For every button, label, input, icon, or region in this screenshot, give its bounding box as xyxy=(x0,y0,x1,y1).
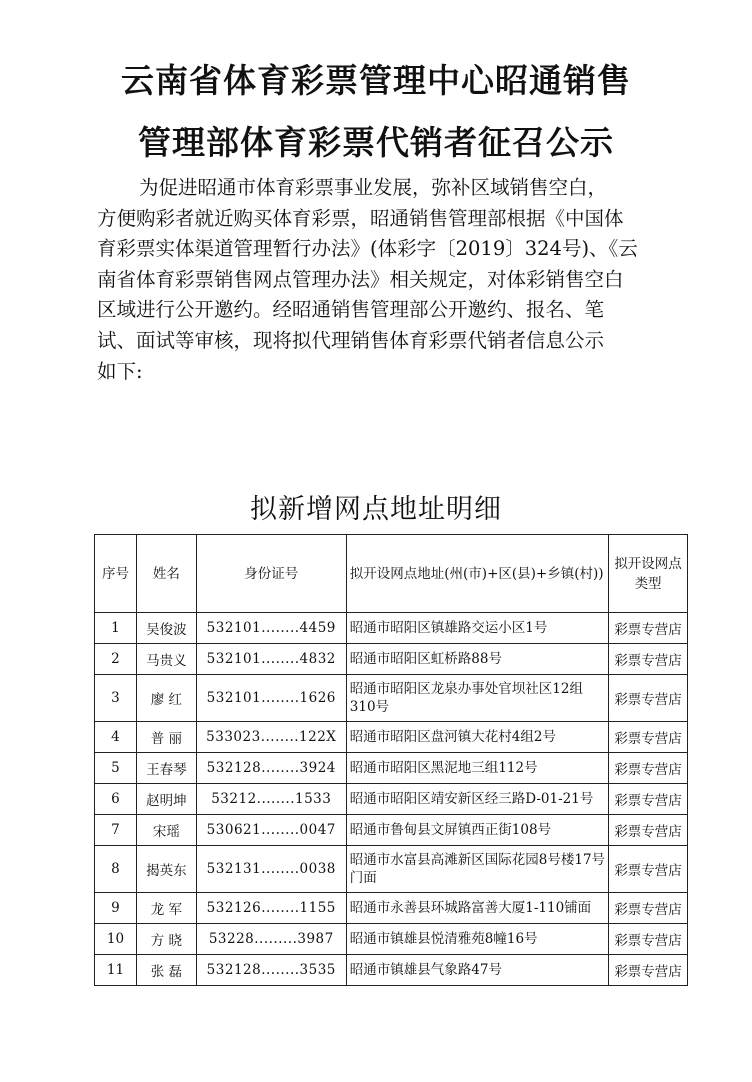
cell-address: 昭通市昭阳区盘河镇大花村4组2号 xyxy=(346,722,608,753)
cell-no: 1 xyxy=(95,613,137,644)
cell-address: 昭通市昭阳区靖安新区经三路D-01-21号 xyxy=(346,784,608,815)
cell-no: 7 xyxy=(95,815,137,846)
cell-type: 彩票专营店 xyxy=(609,815,688,846)
cell-no: 8 xyxy=(95,846,137,893)
outlet-table xyxy=(94,534,688,986)
cell-type: 彩票专营店 xyxy=(609,675,688,722)
cell-address: 昭通市水富县高滩新区国际花园8号楼17号门面 xyxy=(346,846,608,893)
cell-no: 9 xyxy=(95,893,137,924)
cell-no: 11 xyxy=(95,955,137,986)
cell-address: 昭通市鲁甸县文屏镇西正街108号 xyxy=(346,815,608,846)
header-no: 序号 xyxy=(95,535,137,613)
cell-name: 王春琴 xyxy=(136,753,196,784)
cell-no: 2 xyxy=(95,644,137,675)
cell-name: 赵明坤 xyxy=(136,784,196,815)
cell-id: 532101........4459 xyxy=(196,613,346,644)
table-row xyxy=(95,955,688,986)
cell-name: 马贵义 xyxy=(136,644,196,675)
cell-id: 532128........3535 xyxy=(196,955,346,986)
cell-name: 张 磊 xyxy=(136,955,196,986)
header-type: 拟开设网点类型 xyxy=(609,535,688,613)
table-row xyxy=(95,613,688,644)
table-row xyxy=(95,924,688,955)
cell-id: 532131........0038 xyxy=(196,846,346,893)
table-row xyxy=(95,893,688,924)
table-row xyxy=(95,722,688,753)
table-row xyxy=(95,784,688,815)
intro-line: 区域进行公开邀约。经昭通销售管理部公开邀约、报名、笔 xyxy=(97,298,605,322)
table-row xyxy=(95,644,688,675)
intro-line: 方便购彩者就近购买体育彩票，昭通销售管理部根据《中国体 xyxy=(97,206,624,230)
intro-line: 试、面试等审核，现将拟代理销售体育彩票代销者信息公示 xyxy=(97,328,605,352)
table-header-row xyxy=(95,535,688,613)
cell-no: 3 xyxy=(95,675,137,722)
cell-address: 昭通市昭阳区黑泥地三组112号 xyxy=(346,753,608,784)
cell-address: 昭通市镇雄县悦清雅苑8幢16号 xyxy=(346,924,608,955)
cell-address: 昭通市昭阳区镇雄路交运小区1号 xyxy=(346,613,608,644)
table-title: 拟新增网点地址明细 xyxy=(250,494,502,525)
cell-name: 宋瑶 xyxy=(136,815,196,846)
cell-type: 彩票专营店 xyxy=(609,893,688,924)
header-id: 身份证号 xyxy=(196,535,346,613)
cell-name: 普 丽 xyxy=(136,722,196,753)
cell-no: 10 xyxy=(95,924,137,955)
cell-id: 532126........1155 xyxy=(196,893,346,924)
cell-name: 方 晓 xyxy=(136,924,196,955)
cell-address: 昭通市镇雄县气象路47号 xyxy=(346,955,608,986)
cell-type: 彩票专营店 xyxy=(609,644,688,675)
cell-type: 彩票专营店 xyxy=(609,846,688,893)
cell-id: 533023........122X xyxy=(196,722,346,753)
cell-id: 532101........4832 xyxy=(196,644,346,675)
cell-name: 龙 军 xyxy=(136,893,196,924)
table-row xyxy=(95,753,688,784)
cell-type: 彩票专营店 xyxy=(609,613,688,644)
cell-type: 彩票专营店 xyxy=(609,784,688,815)
cell-id: 530621........0047 xyxy=(196,815,346,846)
cell-id: 532101........1626 xyxy=(196,675,346,722)
title-line-2: 管理部体育彩票代销者征召公示 xyxy=(138,123,614,162)
intro-line: 南省体育彩票销售网点管理办法》相关规定，对体彩销售空白 xyxy=(97,267,624,291)
cell-type: 彩票专营店 xyxy=(609,753,688,784)
cell-address: 昭通市昭阳区龙泉办事处官坝社区12组310号 xyxy=(346,675,608,722)
intro-line: 为促进昭通市体育彩票事业发展，弥补区域销售空白， xyxy=(139,176,608,199)
cell-name: 吴俊波 xyxy=(136,613,196,644)
cell-type: 彩票专营店 xyxy=(609,955,688,986)
intro-line: 如下: xyxy=(97,359,143,383)
cell-id: 53212........1533 xyxy=(196,784,346,815)
title-line-1: 云南省体育彩票管理中心昭通销售 xyxy=(121,61,631,100)
cell-no: 4 xyxy=(95,722,137,753)
header-address: 拟开设网点地址(州(市)+区(县)+乡镇(村)) xyxy=(346,535,608,613)
cell-id: 53228.........3987 xyxy=(196,924,346,955)
table-row xyxy=(95,815,688,846)
cell-type: 彩票专营店 xyxy=(609,722,688,753)
cell-name: 揭英东 xyxy=(136,846,196,893)
cell-type: 彩票专营店 xyxy=(609,924,688,955)
cell-address: 昭通市永善县环城路富善大厦1-110铺面 xyxy=(346,893,608,924)
cell-no: 5 xyxy=(95,753,137,784)
header-name: 姓名 xyxy=(136,535,196,613)
cell-address: 昭通市昭阳区虹桥路88号 xyxy=(346,644,608,675)
intro-paragraph xyxy=(97,173,687,387)
cell-name: 廖 红 xyxy=(136,675,196,722)
cell-no: 6 xyxy=(95,784,137,815)
table-row xyxy=(95,846,688,893)
cell-id: 532128........3924 xyxy=(196,753,346,784)
intro-line: 育彩票实体渠道管理暂行办法》(体彩字〔2019〕324号)、《云 xyxy=(97,237,638,261)
table-row xyxy=(95,675,688,722)
